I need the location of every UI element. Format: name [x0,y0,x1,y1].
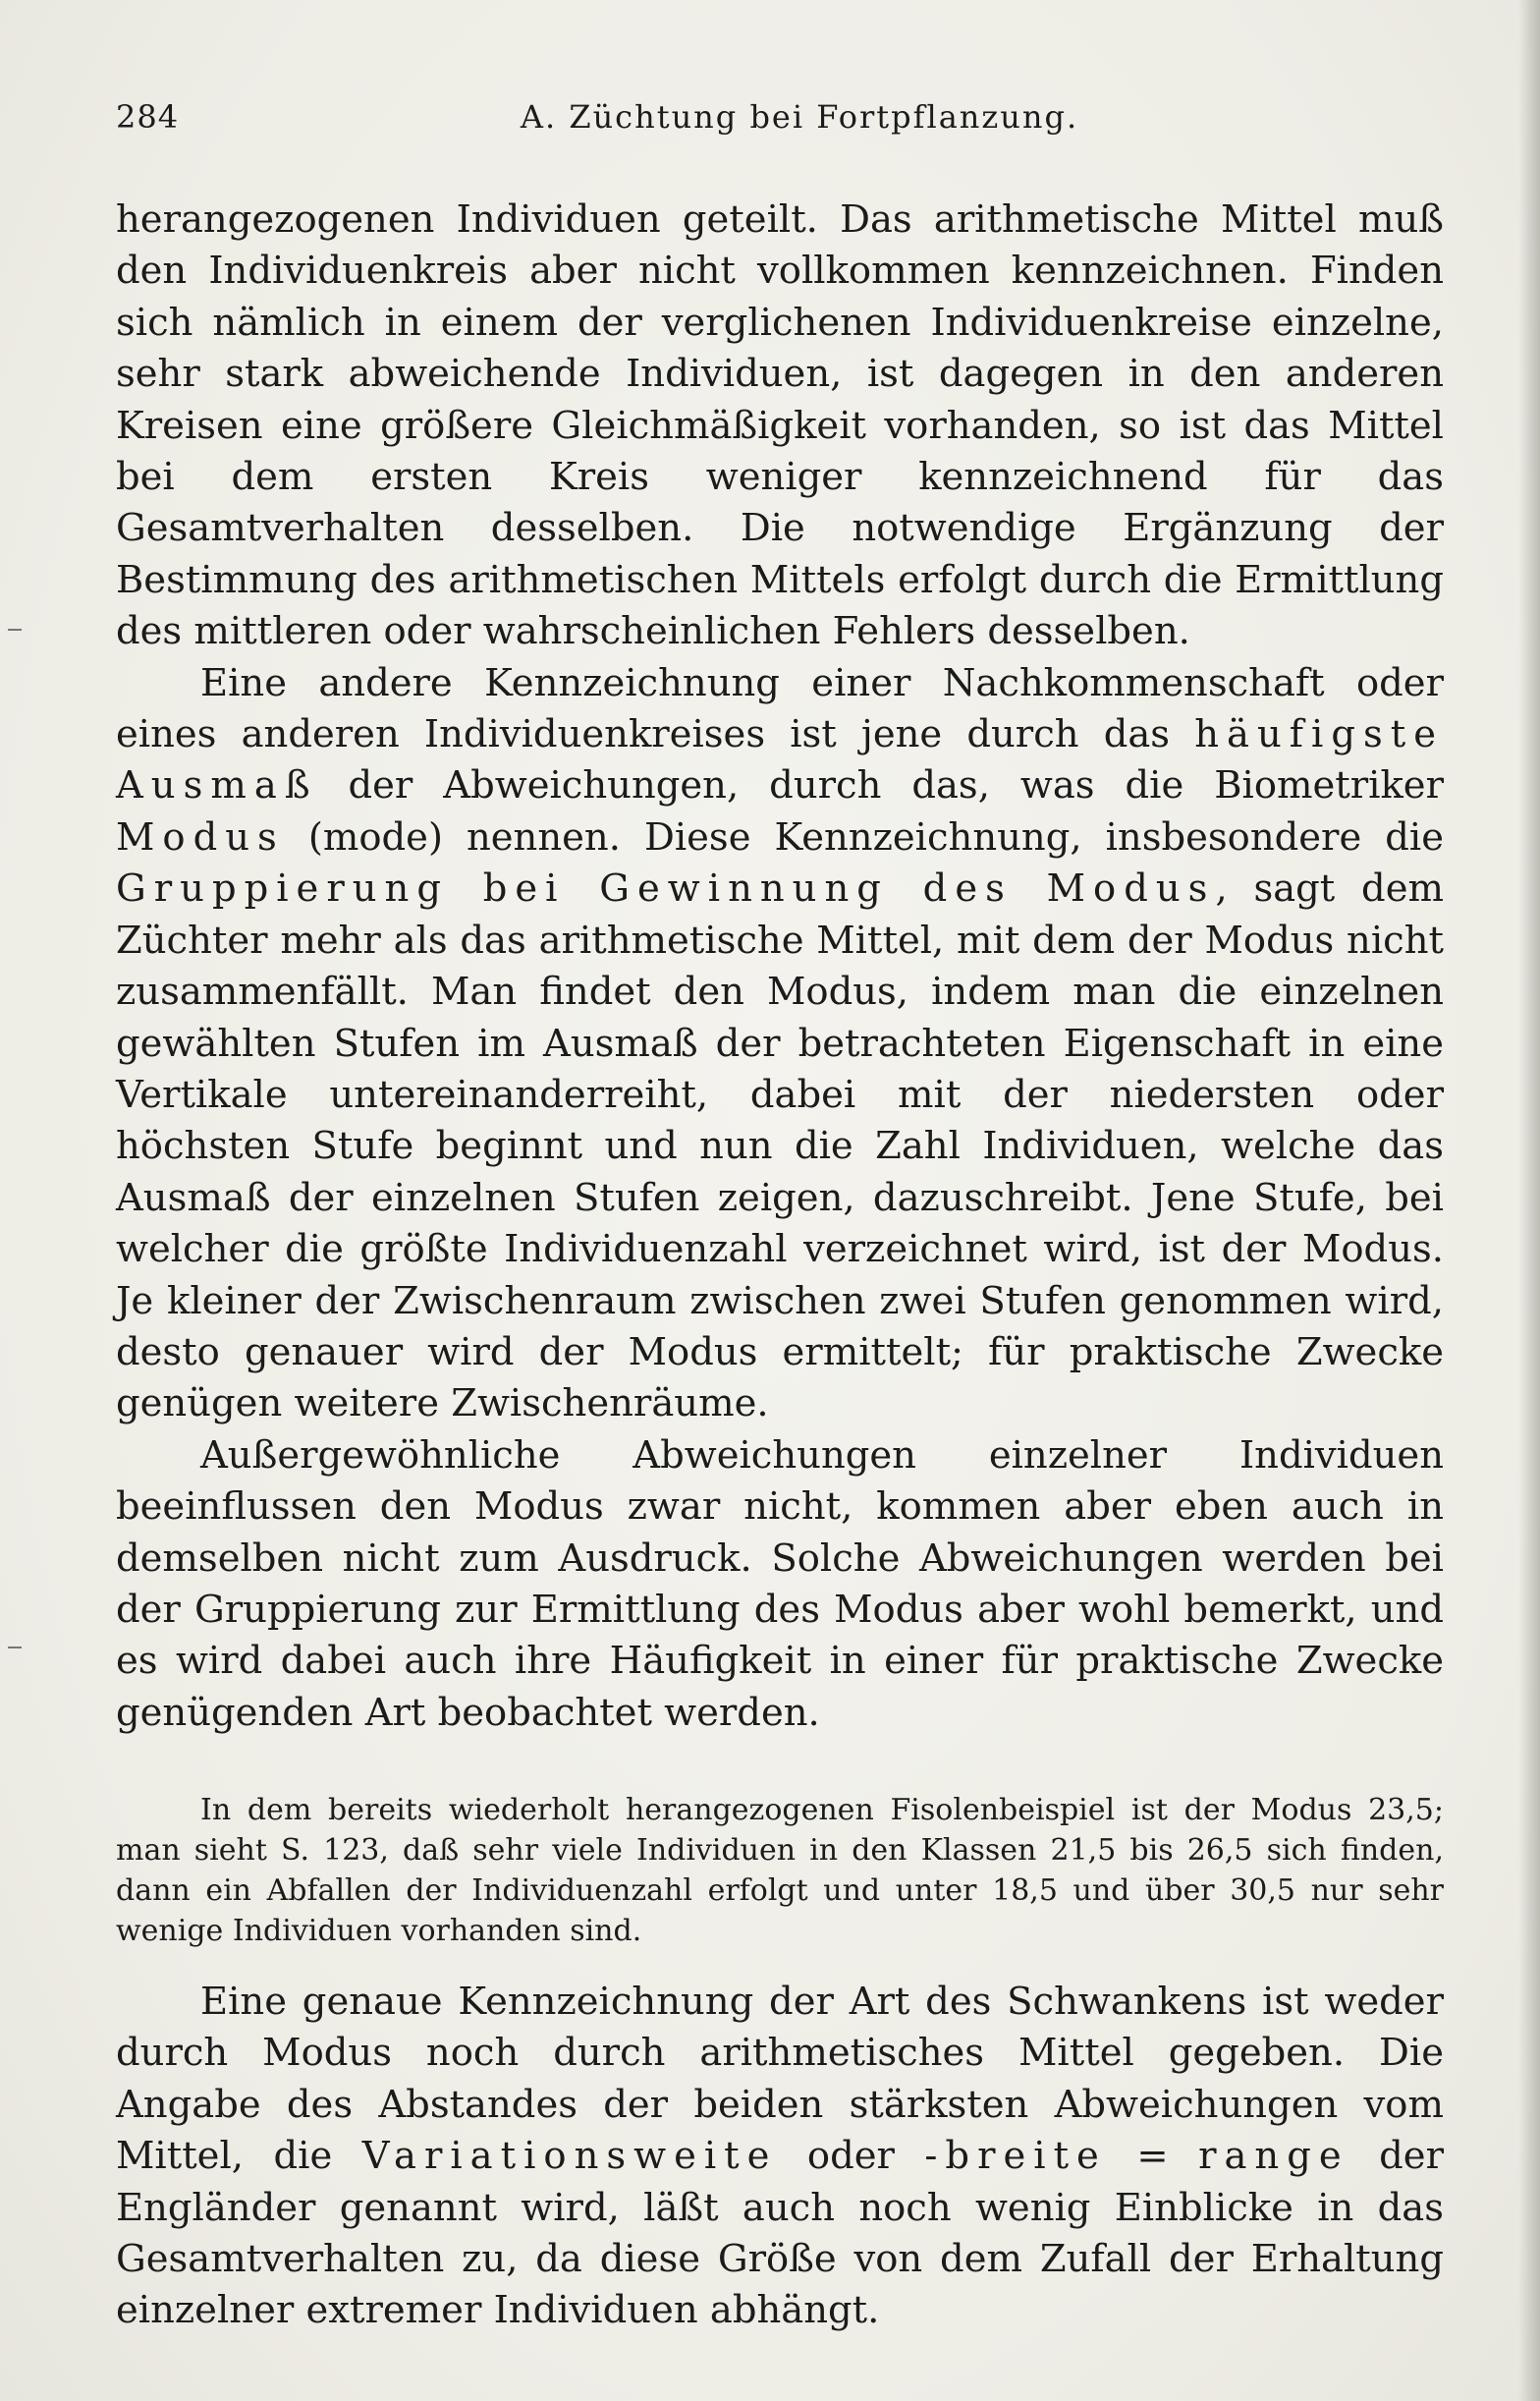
text-run: der Abweichungen, durch das, was die Biometriker [317,763,1444,809]
margin-mark [8,629,22,631]
running-head: A. Züchtung bei Fortpflanzung. [520,98,1079,136]
text-run: Eine andere Kennzeichnung einer Nachkommenschaft oder eines anderen Individuenkreises ist jene durch das [116,660,1444,757]
spaced-emphasis: häufigste Ausmaß [116,712,1444,809]
footnote-block [116,1790,1444,1951]
spaced-emphasis: Variationsweite [361,2134,778,2179]
text-run: , sagt dem Züchter mehr als das arithmetische Mittel, mit dem der Modus nicht zusammenfällt. Man findet den Modus, indem man die einzelnen gewählten Stufen im Ausmaß der betrachteten Eigenschaft in eine Vertikale untereinanderreiht, dabei mit der niedersten oder höchsten Stufe beginnt und nun die Zahl Individuen, welche das Ausmaß der einzelnen Stufen zeigen, dazuschreibt. Jene Stufe, bei welcher die größte Individuenzahl verzeichnet wird, ist der Modus. Je kleiner der Zwischenraum zwischen zwei Stufen genommen wird, desto genauer wird der Modus ermittelt; für praktische Zwecke genügen weitere Zwischenräume. [116,866,1444,1426]
text-run: der Engländer genannt wird, läßt auch noch wenig Einblicke in das Gesamtverhalten zu, da diese Größe von dem Zufall der Erhaltung einzelner extremer Individuen abhängt. [116,2134,1444,2333]
body-paragraph [116,1430,1444,1739]
text-run: (mode) nennen. Diese Kennzeichnung, insbesondere die [284,814,1444,860]
main-text [116,195,1444,1739]
spaced-emphasis: Modus [116,814,285,860]
closing-text [116,1977,1444,2337]
closing-paragraph [116,1977,1444,2337]
body-paragraph [116,658,1444,1430]
text-run: Eine genaue Kennzeichnung der Art des Schwankens ist weder durch Modus noch durch arithmetisches Mittel gegeben. Die Angabe des Abstandes der beiden stärksten Abweichungen vom Mittel, die [116,1980,1444,2179]
page-number: 284 [116,98,180,136]
page-edge-shadow [1518,0,1540,2401]
text-run: herangezogenen Individuen geteilt. Das arithmetische Mittel muß den Individuenkreis aber nicht vollkommen kennzeichnen. Finden sich nämlich in einem der verglichenen Individuenkreise einzelne, sehr stark abweichende Individuen, ist dagegen in den anderen Kreisen eine größere Gleichmäßigkeit vorhanden, so ist das Mittel bei dem ersten Kreis weniger kennzeichnend für das Gesamtverhalten desselben. Die notwendige Ergänzung der Bestimmung des arithmetischen Mittels erfolgt durch die Ermittlung des mittleren oder wahrscheinlichen Fehlers desselben. [116,197,1444,654]
spaced-emphasis: Gruppierung bei Gewinnung des Modus [116,866,1216,912]
spaced-emphasis: -breite [924,2134,1107,2179]
spaced-emphasis: range [1198,2134,1349,2179]
text-run: = [1106,2134,1199,2179]
text-run: oder [777,2134,925,2179]
text-run: Außergewöhnliche Abweichungen einzelner Individuen beeinflussen den Modus zwar nicht, kommen aber eben auch in demselben nicht zum Ausdruck. Solche Abweichungen werden bei der Gruppierung zur Ermittlung des Modus aber wohl bemerkt, und es wird dabei auch ihre Häufigkeit in einer für praktische Zwecke genügenden Art beobachtet werden. [116,1432,1444,1735]
page-header [116,98,1444,147]
note-paragraph: In dem bereits wiederholt herangezogenen Fisolenbeispiel ist der Modus 23,5; man sieht S. 123, daß sehr viele Individuen in den Klassen 21,5 bis 26,5 sich finden, dann ein Abfallen der Individuenzahl erfolgt und unter 18,5 und über 30,5 nur sehr wenige Individuen vorhanden sind. [116,1793,1444,1948]
margin-mark [8,1647,22,1648]
body-paragraph [116,195,1444,658]
